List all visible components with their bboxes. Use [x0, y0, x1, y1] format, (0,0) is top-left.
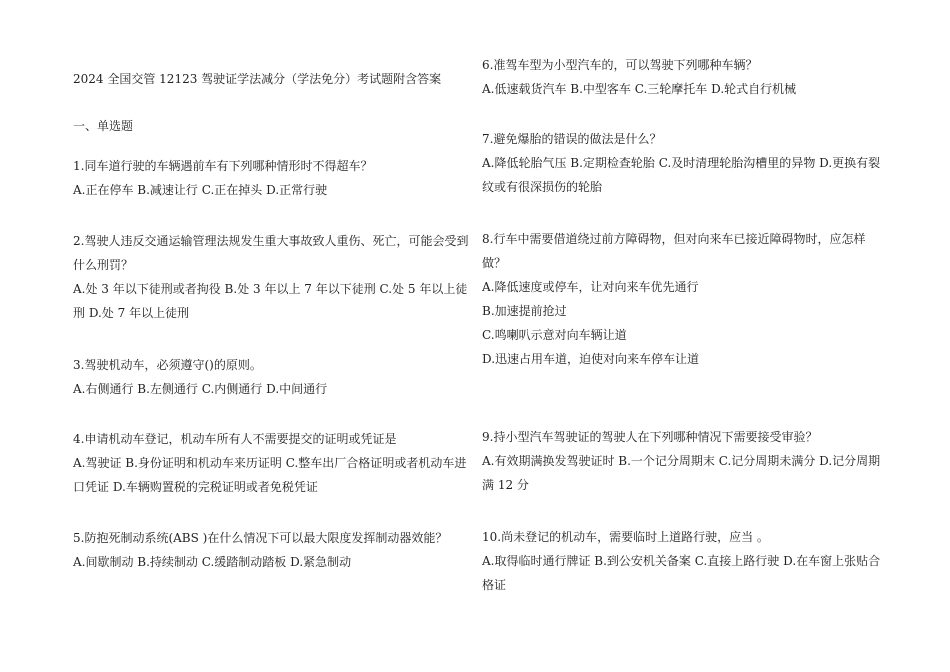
question-options: A.右侧通行 B.左侧通行 C.内侧通行 D.中间通行 — [73, 382, 328, 396]
question-options: A.驾驶证 B.身份证明和机动车来历证明 C.整车出厂合格证明或者机动车进口凭证 D.车辆购置税的完税证明或者免税凭证 — [73, 456, 467, 494]
question-1 — [73, 154, 473, 202]
question-options: A.取得临时通行牌证 B.到公安机关备案 C.直接上路行驶 D.在车窗上张贴合格证 — [482, 554, 881, 592]
question-options: A.正在停车 B.减速让行 C.正在掉头 D.正常行驶 — [73, 183, 328, 197]
question-9 — [482, 425, 882, 497]
question-stem: 6.准驾车型为小型汽车的，可以驾驶下列哪种车辆？ — [482, 58, 758, 72]
question-5 — [73, 526, 473, 574]
question-4 — [73, 427, 473, 499]
question-stem: 9.持小型汽车驾驶证的驾驶人在下列哪种情况下需要接受审验？ — [482, 430, 818, 444]
question-10 — [482, 525, 882, 597]
question-2 — [73, 229, 473, 325]
question-stem: 7.避免爆胎的错误的做法是什么？ — [482, 132, 662, 146]
question-stem: 10.尚未登记的机动车，需要临时上道路行驶，应当 。 — [482, 530, 769, 544]
question-options: A.降低轮胎气压 B.定期检查轮胎 C.及时清理轮胎沟槽里的异物 D.更换有裂纹或有很深损伤的轮胎 — [482, 156, 881, 194]
question-options: A.间歇制动 B.持续制动 C.缓踏制动踏板 D.紧急制动 — [73, 555, 352, 569]
question-option-c: C.鸣喇叭示意对向车辆让道 — [482, 328, 627, 342]
question-6 — [482, 53, 882, 101]
question-option-a: A.降低速度或停车，让对向来车优先通行 — [482, 280, 699, 294]
question-options: A.有效期满换发驾驶证时 B.一个记分周期末 C.记分周期未满分 D.记分周期满 12 分 — [482, 454, 881, 492]
question-option-d: D.迅速占用车道，迫使对向来车停车让道 — [482, 352, 700, 366]
question-stem: 2.驾驶人违反交通运输管理法规发生重大事故致人重伤、死亡，可能会受到什么刑罚？ — [73, 234, 469, 272]
section-heading: 一、单选题 — [73, 119, 134, 133]
document-title: 2024 全国交管 12123 驾驶证学法减分（学法免分）考试题附含答案 — [73, 72, 442, 86]
question-options: A.处 3 年以下徒刑或者拘役 B.处 3 年以上 7 年以下徒刑 C.处 5 年以上徒刑 D.处 7 年以上徒刑 — [73, 282, 468, 320]
question-stem: 8.行车中需要借道绕过前方障碍物，但对向来车已接近障碍物时，应怎样做？ — [482, 232, 866, 270]
question-option-b: B.加速提前抢过 — [482, 304, 567, 318]
question-stem: 4.申请机动车登记，机动车所有人不需要提交的证明或凭证是 — [73, 432, 397, 446]
question-3 — [73, 353, 473, 401]
question-stem: 5.防抱死制动系统(ABS )在什么情况下可以最大限度发挥制动器效能？ — [73, 531, 448, 545]
question-options: A.低速载货汽车 B.中型客车 C.三轮摩托车 D.轮式自行机械 — [482, 82, 797, 96]
question-8 — [482, 227, 882, 371]
question-7 — [482, 127, 882, 199]
question-stem: 1.同车道行驶的车辆遇前车有下列哪种情形时不得超车？ — [73, 159, 373, 173]
question-stem: 3.驾驶机动车，必须遵守()的原则。 — [73, 358, 262, 372]
